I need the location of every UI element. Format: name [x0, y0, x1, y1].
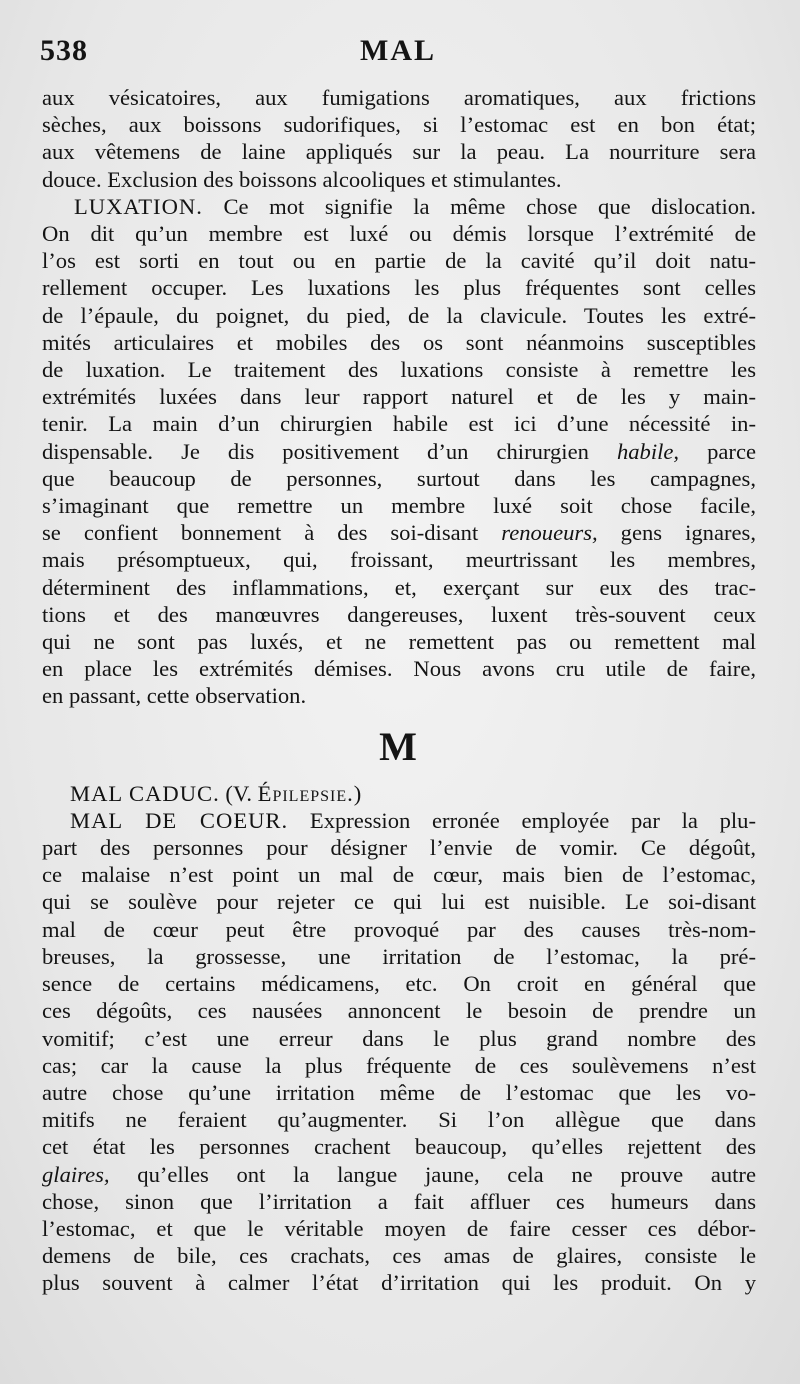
text-line: extrémités luxées dans leur rapport naturel et de les y main- [42, 384, 756, 410]
text-line: tions et des manœuvres dangereuses, luxent très-souvent ceux [42, 601, 756, 627]
text-line: ce malaise n’est point un mal de cœur, mais bien de l’estomac, [42, 862, 756, 888]
text-line: autre chose qu’une irritation même de l’estomac que les vo- [42, 1079, 756, 1105]
text-span: Ce mot signifie la même chose que dislocation. [223, 193, 756, 219]
text-line: tenir. La main d’un chirurgien habile est ici d’une nécessité in- [42, 411, 756, 437]
text-line: sèches, aux boissons sudorifiques, si l’estomac est en bon état; [42, 112, 756, 138]
text-line: sence de certains médicamens, etc. On croit en général que [42, 971, 756, 997]
text-line: part des personnes pour désigner l’envie de vomir. Ce dégoût, [42, 835, 756, 861]
text-line: mal de cœur peut être provoqué par des causes très-nom- [42, 916, 756, 942]
text-span: gens ignares, [620, 520, 756, 546]
italic-word: habile, [616, 438, 680, 464]
text-line: aux vêtemens de laine appliqués sur la peau. La nourriture sera [42, 139, 756, 165]
text-line [42, 438, 756, 465]
text-line [42, 780, 756, 807]
body-text [42, 84, 756, 1297]
text-line: en place les extrémités démises. Nous avons cru utile de faire, [42, 656, 756, 682]
text-line: l’os est sorti en tout ou en partie de la cavité qu’il doit natu- [42, 248, 756, 274]
text-line: l’estomac, et que le véritable moyen de faire cesser ces débor- [42, 1215, 756, 1241]
continuation-paragraph [42, 84, 756, 193]
text-line: On dit qu’un membre est luxé ou démis lorsque l’extrémité de [42, 221, 756, 247]
running-title: MAL [360, 34, 436, 67]
text-span: (V. [225, 780, 252, 806]
page-number: 538 [40, 34, 88, 67]
entry-mal-de-coeur [42, 807, 756, 1297]
text-span: Expression erronée employée par la plu- [309, 807, 756, 833]
text-line: plus souvent à calmer l’état d’irritation qui les produit. On y [42, 1270, 756, 1296]
text-line: en passant, cette observation. [42, 683, 307, 709]
text-line: s’imaginant que remettre un membre luxé soit chose facile, [42, 493, 756, 519]
cross-reference: Épilepsie. [257, 780, 354, 806]
text-span: parce [707, 438, 757, 464]
text-line: qui se soulève pour rejeter ce qui lui est nuisible. Le soi-disant [42, 889, 756, 915]
text-line: cas; car la cause la plus fréquente de ces soulèvemens n’est [42, 1052, 756, 1078]
running-head [40, 34, 756, 70]
text-line: aux vésicatoires, aux fumigations aromatiques, aux frictions [42, 85, 756, 110]
text-line: que beaucoup de personnes, surtout dans les campagnes, [42, 465, 756, 491]
text-span: se confient bonnement à des soi-disant [42, 520, 479, 546]
text-line: de luxation. Le traitement des luxations consiste à remettre les [42, 357, 756, 383]
text-line: ces dégoûts, ces nausées annoncent le besoin de prendre un [42, 998, 756, 1024]
text-line: demens de bile, ces crachats, ces amas de glaires, consiste le [42, 1243, 756, 1269]
text-line: de l’épaule, du poignet, du pied, de la clavicule. Toutes les extré- [42, 302, 756, 328]
text-line: breuses, la grossesse, une irritation de l’estomac, la pré- [42, 943, 756, 969]
text-line [42, 807, 756, 834]
text-line [42, 519, 756, 546]
entry-mal-caduc [42, 780, 756, 807]
text-line: mités articulaires et mobiles des os sont néanmoins susceptibles [42, 329, 756, 355]
italic-word: glaires, [42, 1161, 110, 1187]
text-line: douce. Exclusion des boissons alcooliques et stimulantes. [42, 166, 562, 192]
text-line [42, 193, 756, 220]
text-line [42, 1161, 756, 1188]
text-span: qu’elles ont la langue jaune, cela ne prouve autre [137, 1161, 756, 1187]
text-line: mitifs ne feraient qu’augmenter. Si l’on allègue que dans [42, 1107, 756, 1133]
text-span: ) [353, 780, 362, 806]
text-line: qui ne sont pas luxés, et ne remettent pas ou remettent mal [42, 629, 756, 655]
text-line: vomitif; c’est une erreur dans le plus grand nombre des [42, 1025, 756, 1051]
italic-word: renoueurs, [501, 520, 598, 546]
section-letter: M [379, 723, 419, 769]
text-line: chose, sinon que l’irritation a fait affluer ces humeurs dans [42, 1188, 756, 1214]
entry-luxation [42, 193, 756, 710]
text-span: dispensable. Je dis positivement d’un chirurgien [42, 438, 589, 464]
text-line: mais présomptueux, qui, froissant, meurtrissant les membres, [42, 547, 756, 573]
text-line: cet état les personnes crachent beaucoup, qu’elles rejettent des [42, 1134, 756, 1160]
text-line: rellement occuper. Les luxations les plus fréquentes sont celles [42, 275, 756, 301]
entry-headword: MAL CADUC. [70, 780, 220, 806]
text-line: déterminent des inflammations, et, exerçant sur eux des trac- [42, 574, 756, 600]
entry-headword: MAL DE COEUR. [70, 807, 289, 833]
entry-headword: LUXATION. [74, 193, 203, 219]
